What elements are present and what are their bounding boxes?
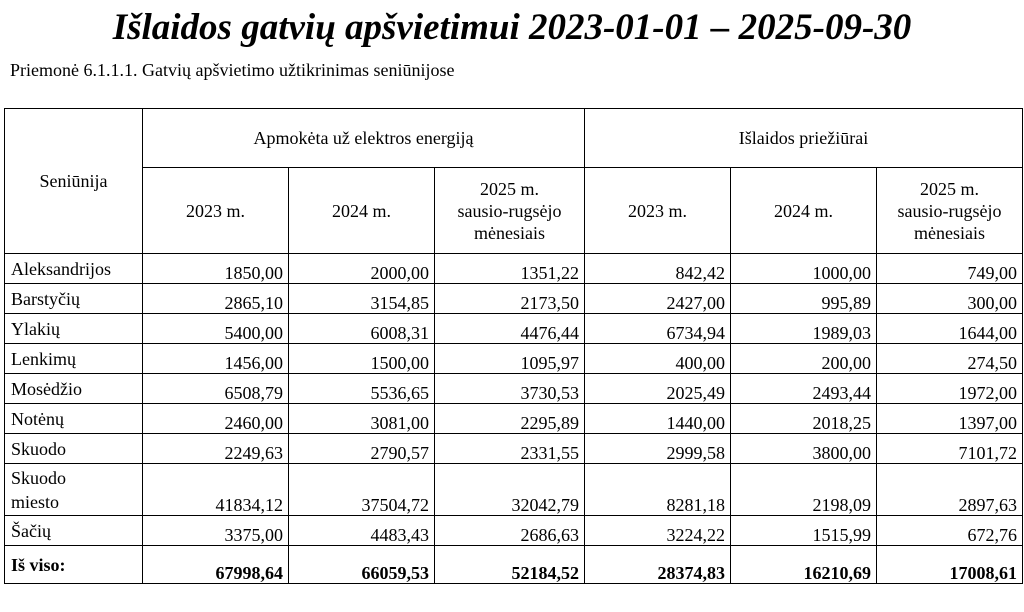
cell-value: 1351,22 [435, 254, 585, 284]
cell-value: 37504,72 [289, 464, 435, 516]
row-name: Lenkimų [5, 344, 143, 374]
total-row [5, 546, 1023, 584]
cell-value: 2249,63 [143, 434, 289, 464]
total-value: 17008,61 [877, 546, 1023, 584]
cell-value: 2790,57 [289, 434, 435, 464]
cell-value: 1972,00 [877, 374, 1023, 404]
table-row [5, 404, 1023, 434]
col-header-2023-maintenance: 2023 m. [585, 168, 731, 254]
table-row [5, 464, 1023, 516]
row-name: Barstyčių [5, 284, 143, 314]
cell-value: 400,00 [585, 344, 731, 374]
cell-value: 3154,85 [289, 284, 435, 314]
row-name: Ylakių [5, 314, 143, 344]
group-header-maintenance: Išlaidos priežiūrai [585, 109, 1023, 168]
cell-value: 6734,94 [585, 314, 731, 344]
col-header-name: Seniūnija [5, 109, 143, 254]
table-row [5, 344, 1023, 374]
cell-value: 6008,31 [289, 314, 435, 344]
cell-value: 2999,58 [585, 434, 731, 464]
row-name: Skuodo [5, 434, 143, 464]
cell-value: 2173,50 [435, 284, 585, 314]
cell-value: 2897,63 [877, 464, 1023, 516]
total-value: 66059,53 [289, 546, 435, 584]
cell-value: 4483,43 [289, 516, 435, 546]
cell-value: 1456,00 [143, 344, 289, 374]
cell-value: 2493,44 [731, 374, 877, 404]
cell-value: 2427,00 [585, 284, 731, 314]
cell-value: 749,00 [877, 254, 1023, 284]
table-row [5, 254, 1023, 284]
cell-value: 672,76 [877, 516, 1023, 546]
row-name: Šačių [5, 516, 143, 546]
total-value: 28374,83 [585, 546, 731, 584]
cell-value: 1850,00 [143, 254, 289, 284]
cell-value: 2018,25 [731, 404, 877, 434]
cell-value: 3375,00 [143, 516, 289, 546]
cell-value: 1440,00 [585, 404, 731, 434]
table-row [5, 516, 1023, 546]
group-header-electricity: Apmokėta už elektros energiją [143, 109, 585, 168]
cell-value: 1644,00 [877, 314, 1023, 344]
cell-value: 1515,99 [731, 516, 877, 546]
cell-value: 995,89 [731, 284, 877, 314]
total-value: 16210,69 [731, 546, 877, 584]
total-value: 52184,52 [435, 546, 585, 584]
cell-value: 3081,00 [289, 404, 435, 434]
col-header-2025-electricity: 2025 m. sausio-rugsėjo mėnesiais [435, 168, 585, 254]
total-value: 67998,64 [143, 546, 289, 584]
cell-value: 2460,00 [143, 404, 289, 434]
cell-value: 200,00 [731, 344, 877, 374]
cell-value: 3800,00 [731, 434, 877, 464]
cell-value: 2025,49 [585, 374, 731, 404]
total-label: Iš viso: [5, 546, 143, 584]
row-name: Mosėdžio [5, 374, 143, 404]
cell-value: 274,50 [877, 344, 1023, 374]
cell-value: 2198,09 [731, 464, 877, 516]
cell-value: 3224,22 [585, 516, 731, 546]
cell-value: 2865,10 [143, 284, 289, 314]
cell-value: 5400,00 [143, 314, 289, 344]
cell-value: 1000,00 [731, 254, 877, 284]
cell-value: 300,00 [877, 284, 1023, 314]
col-header-2024-electricity: 2024 m. [289, 168, 435, 254]
cell-value: 1989,03 [731, 314, 877, 344]
cell-value: 5536,65 [289, 374, 435, 404]
cell-value: 4476,44 [435, 314, 585, 344]
col-header-2025-maintenance: 2025 m. sausio-rugsėjo mėnesiais [877, 168, 1023, 254]
cell-value: 2295,89 [435, 404, 585, 434]
expenses-table [4, 108, 1023, 584]
row-name: Aleksandrijos [5, 254, 143, 284]
col-header-2023-electricity: 2023 m. [143, 168, 289, 254]
row-name: Skuodo miesto [5, 464, 143, 516]
table-row [5, 284, 1023, 314]
table-row [5, 374, 1023, 404]
col-header-2024-maintenance: 2024 m. [731, 168, 877, 254]
cell-value: 41834,12 [143, 464, 289, 516]
cell-value: 8281,18 [585, 464, 731, 516]
page-subtitle: Priemonė 6.1.1.1. Gatvių apšvietimo užtikrinimas seniūnijose [10, 60, 455, 80]
cell-value: 7101,72 [877, 434, 1023, 464]
table-row [5, 314, 1023, 344]
cell-value: 842,42 [585, 254, 731, 284]
cell-value: 1500,00 [289, 344, 435, 374]
cell-value: 1397,00 [877, 404, 1023, 434]
cell-value: 2331,55 [435, 434, 585, 464]
row-name: Notėnų [5, 404, 143, 434]
page-title: Išlaidos gatvių apšvietimui 2023-01-01 – 2025-09-30 [112, 7, 912, 48]
cell-value: 1095,97 [435, 344, 585, 374]
cell-value: 2000,00 [289, 254, 435, 284]
cell-value: 3730,53 [435, 374, 585, 404]
table-row [5, 434, 1023, 464]
cell-value: 6508,79 [143, 374, 289, 404]
cell-value: 2686,63 [435, 516, 585, 546]
cell-value: 32042,79 [435, 464, 585, 516]
